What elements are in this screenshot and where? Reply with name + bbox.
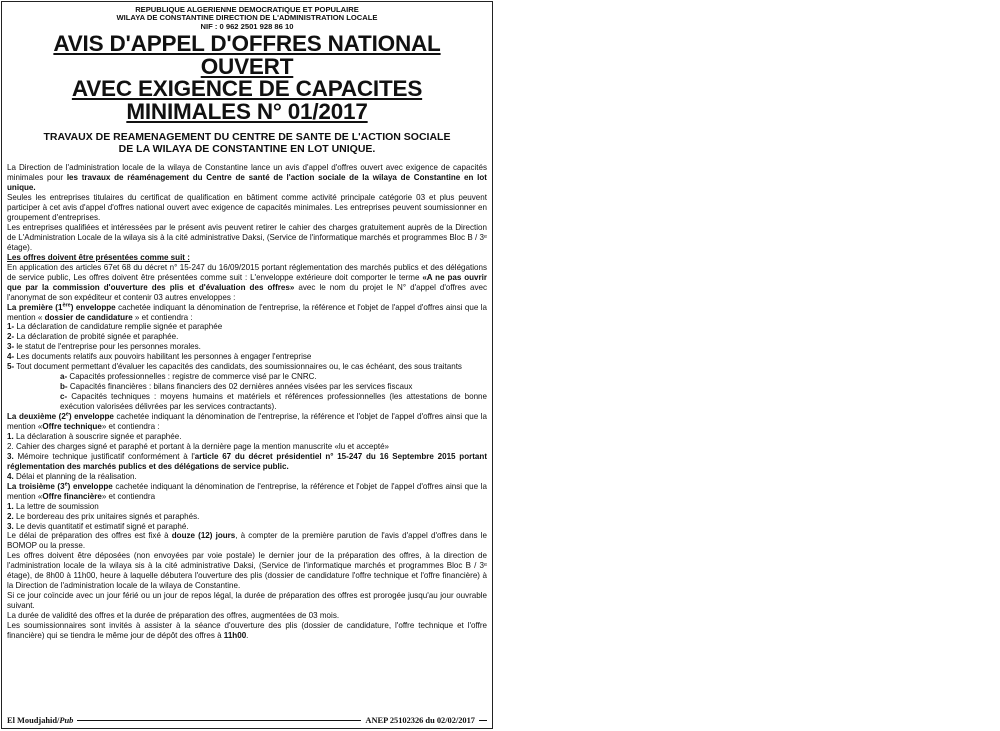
- item-number: 2-: [7, 332, 15, 342]
- header-line: REPUBLIQUE ALGERIENNE DEMOCRATIQUE ET POPULAIRE: [135, 5, 359, 14]
- item-number: 3.: [7, 521, 14, 531]
- item-text: Les documents relatifs aux pouvoirs habilitant les personnes à engager l'entreprise: [14, 352, 312, 362]
- project-name: les travaux de réaménagement du Centre de santé de l'action sociale de la wilaya de Constantine en lot unique.: [7, 173, 487, 193]
- first-envelope: [7, 303, 487, 323]
- list-item: [7, 502, 487, 512]
- text: La deuxième (2: [7, 412, 66, 422]
- item-number: a-: [60, 372, 68, 382]
- validity-paragraph: La durée de validité des offres et la durée de préparation des offres, augmentées de 03 mois.: [7, 611, 340, 621]
- notice-body: [7, 163, 487, 641]
- list-item: [7, 332, 487, 342]
- list-item: [7, 512, 487, 522]
- text: El Moudjahid/: [7, 715, 60, 725]
- title-line: MINIMALES N° 01/2017: [126, 98, 368, 124]
- subtitle-line: TRAVAUX DE REAMENAGEMENT DU CENTRE DE SANTE DE L'ACTION SOCIALE: [43, 131, 451, 144]
- list-item: [7, 352, 487, 362]
- item-number: 5-: [7, 362, 15, 372]
- text: Pub: [59, 715, 74, 725]
- divider: [77, 720, 361, 721]
- offers-heading: Les offres doivent être présentées comme suit :: [7, 252, 190, 262]
- list-item: [7, 452, 487, 472]
- item-text: Le devis quantitatif et estimatif signé et paraphé.: [13, 521, 189, 531]
- intro-paragraph: [7, 163, 487, 193]
- decree-reference: article 67 du décret présidentiel n° 15-247 du 16 Septembre 2015 portant réglementation des marchés publics et des délégations de service public.: [7, 451, 487, 471]
- list-item: [7, 472, 487, 482]
- list-item: [7, 372, 487, 382]
- offers-paragraph: [7, 263, 487, 303]
- text: cachetée indiquant la dénomination de l'entreprise, la référence et l'objet de l'appel d'offres ainsi que la mention «: [7, 481, 487, 501]
- subtitle-line: DE LA WILAYA DE CONSTANTINE EN LOT UNIQUE.: [118, 142, 376, 155]
- text: La première (1: [7, 302, 63, 312]
- text: cachetée indiquant la dénomination de l'entreprise, la référence et l'objet de l'appel d'offres ainsi que la mention «: [7, 302, 488, 322]
- item-number: 2.: [7, 511, 14, 521]
- text: » et contiendra :: [101, 422, 160, 431]
- list-item: [7, 392, 487, 412]
- item-number: 1.: [7, 431, 14, 441]
- header-line: WILAYA DE CONSTANTINE DIRECTION DE L'ADMINISTRATION LOCALE: [116, 13, 378, 23]
- item-text: La déclaration de probité signée et paraphée.: [14, 332, 179, 342]
- issuer-header: [7, 6, 487, 31]
- second-envelope: [7, 412, 487, 432]
- text: cachetée indiquant la dénomination de l'entreprise, la référence et l'objet de l'appel d'offres ainsi que la mention «: [7, 412, 488, 431]
- withdrawal-paragraph: Les entreprises qualifiées et intéressées par le présent avis peuvent retirer le cahier des charges gratuitement auprès de la Direction de L'Administration Locale de la wilaya sis à la cité administrative Daksi, (Service de l'informatique marchés et programmes Bloc B / 3ᵉ étage).: [7, 222, 487, 252]
- text: » et contiendra :: [132, 312, 193, 322]
- text: En application des articles 67et 68 du décret n° 15-247 du 16/09/2015 portant réglementation des marchés publics et des délégations de service public, Les offres doivent être présentées comme suit : L'enveloppe extérieure doit comporter le terme: [7, 262, 487, 282]
- text: Le délai de préparation des offres est fixé à: [7, 531, 172, 541]
- list-item: [7, 382, 487, 392]
- text: ) enveloppe: [68, 412, 114, 422]
- list-item: [7, 522, 487, 532]
- item-number: 4.: [7, 471, 14, 481]
- item-text: Le bordereau des prix unitaires signés et paraphés.: [13, 511, 200, 521]
- item-number: 3.: [7, 451, 14, 461]
- text: Les soumissionnaires sont invités à assister à la séance d'ouverture des plis (dossier de candidature, l'offre technique et l'offre financière) qui se tiendra le même jour de dépôt des offres à: [7, 621, 487, 641]
- item-text: La lettre de soumission: [13, 501, 99, 511]
- item-text: le statut de l'entreprise pour les personnes morales.: [14, 342, 201, 352]
- text: e: [64, 481, 68, 488]
- text: .: [246, 631, 249, 641]
- list-item: [7, 432, 487, 442]
- publication-source: [7, 716, 73, 725]
- item-text: Capacités techniques : moyens humains et matériels et références professionnelles (les attestations de bonne exécution valorisées délivrées par les services contractants).: [60, 392, 487, 412]
- text: Offre financière: [42, 491, 102, 501]
- divider: [479, 720, 487, 721]
- text: La troisième (3: [7, 481, 65, 491]
- notice-title: [7, 33, 487, 123]
- text: ère: [62, 301, 71, 308]
- list-item: [7, 362, 487, 372]
- third-envelope: [7, 482, 487, 502]
- opening-paragraph: [7, 621, 487, 641]
- title-line: AVEC EXIGENCE DE CAPACITES: [71, 76, 423, 102]
- notice-subtitle: [7, 132, 487, 155]
- text: ) enveloppe: [67, 481, 113, 491]
- eligibility-paragraph: Seules les entreprises titulaires du certificat de qualification en bâtiment comme activité principale catégorie 03 et plus peuvent participer à cet avis d'appel d'offres national ouvert avec exigence de capacités minimales. Les entreprises peuvent soumissionner en groupement d'entreprises.: [7, 193, 487, 222]
- text: La Direction de l'administration locale de la wilaya de Constantine lance un avis d'appel d'offres ouvert avec exigence de capacités minimales pour: [7, 163, 487, 183]
- text: ) enveloppe: [70, 302, 116, 312]
- item-text: La déclaration de candidature remplie signée et paraphée: [14, 322, 223, 332]
- item-text: La déclaration à souscrire signée et paraphée.: [13, 431, 182, 441]
- item-number: 4-: [7, 352, 15, 362]
- item-number: 1.: [7, 501, 14, 511]
- item-text: Capacités professionnelles : registre de commerce visé par le CNRC.: [67, 372, 317, 382]
- deadline: douze (12) jours: [171, 531, 236, 541]
- text: » et contiendra: [101, 491, 156, 501]
- header-line: NIF : 0 962 2501 928 86 10: [200, 21, 294, 31]
- text: avec le nom du projet le N° d'appel d'offres avec l'anonymat de son expéditeur et contenir 03 autres enveloppes :: [7, 282, 487, 302]
- text: dossier de candidature: [44, 312, 133, 322]
- text: , à compter de la première parution de l'avis d'appel d'offres dans le BOMOP ou la presse.: [7, 531, 488, 551]
- text: e: [65, 411, 69, 418]
- opening-time: 11h00: [223, 631, 247, 641]
- list-item: [7, 342, 487, 352]
- list-item: [7, 322, 487, 332]
- item-number: 1-: [7, 322, 15, 332]
- item-number: b-: [60, 382, 68, 392]
- tender-notice: [1, 1, 493, 729]
- ad-footer: [7, 714, 487, 726]
- list-item: 2. Cahier des charges signé et paraphé et portant à la dernière page la mention manuscrite «lu et accepté»: [7, 441, 390, 451]
- title-line: AVIS D'APPEL D'OFFRES NATIONAL OUVERT: [53, 31, 441, 79]
- holiday-paragraph: Si ce jour coïncide avec un jour férié ou un jour de repos légal, la durée de préparation des offres est prorogée jusqu'au jour ouvrable suivant.: [7, 591, 487, 611]
- envelope-mention: «A ne pas ouvrir que par la commission d'ouverture des plis et d'évaluation des offres»: [7, 272, 487, 292]
- deadline-paragraph: [7, 531, 487, 551]
- item-text: Mémoire technique justificatif conformément à l': [13, 451, 195, 461]
- deposit-paragraph: Les offres doivent être déposées (non envoyées par voie postale) le dernier jour de la préparation des offres, à la direction de l'administration locale de la wilaya sis à la cité administrative Daksi, (Service de l'informatique marchés et programmes Bloc B / 3ᵉ étage), de 8h00 à 11h00, heure à laquelle débutera l'ouverture des plis (dossier de candidature l'offre technique et l'offre financière) à la Direction de l'administration locale de la wilaya de Constantine.: [7, 551, 487, 591]
- item-number: 3-: [7, 342, 15, 352]
- item-number: c-: [60, 392, 68, 402]
- item-text: Tout document permettant d'évaluer les capacités des candidats, des soumissionnaires ou, le cas échéant, des sous traitants: [14, 362, 462, 372]
- anep-reference: ANEP 25102326 du 02/02/2017: [365, 715, 475, 725]
- text: Offre technique: [42, 422, 102, 431]
- item-text: Délai et planning de la réalisation.: [13, 471, 137, 481]
- item-text: Capacités financières : bilans financiers des 02 dernières années visées par les services fiscaux: [67, 382, 413, 392]
